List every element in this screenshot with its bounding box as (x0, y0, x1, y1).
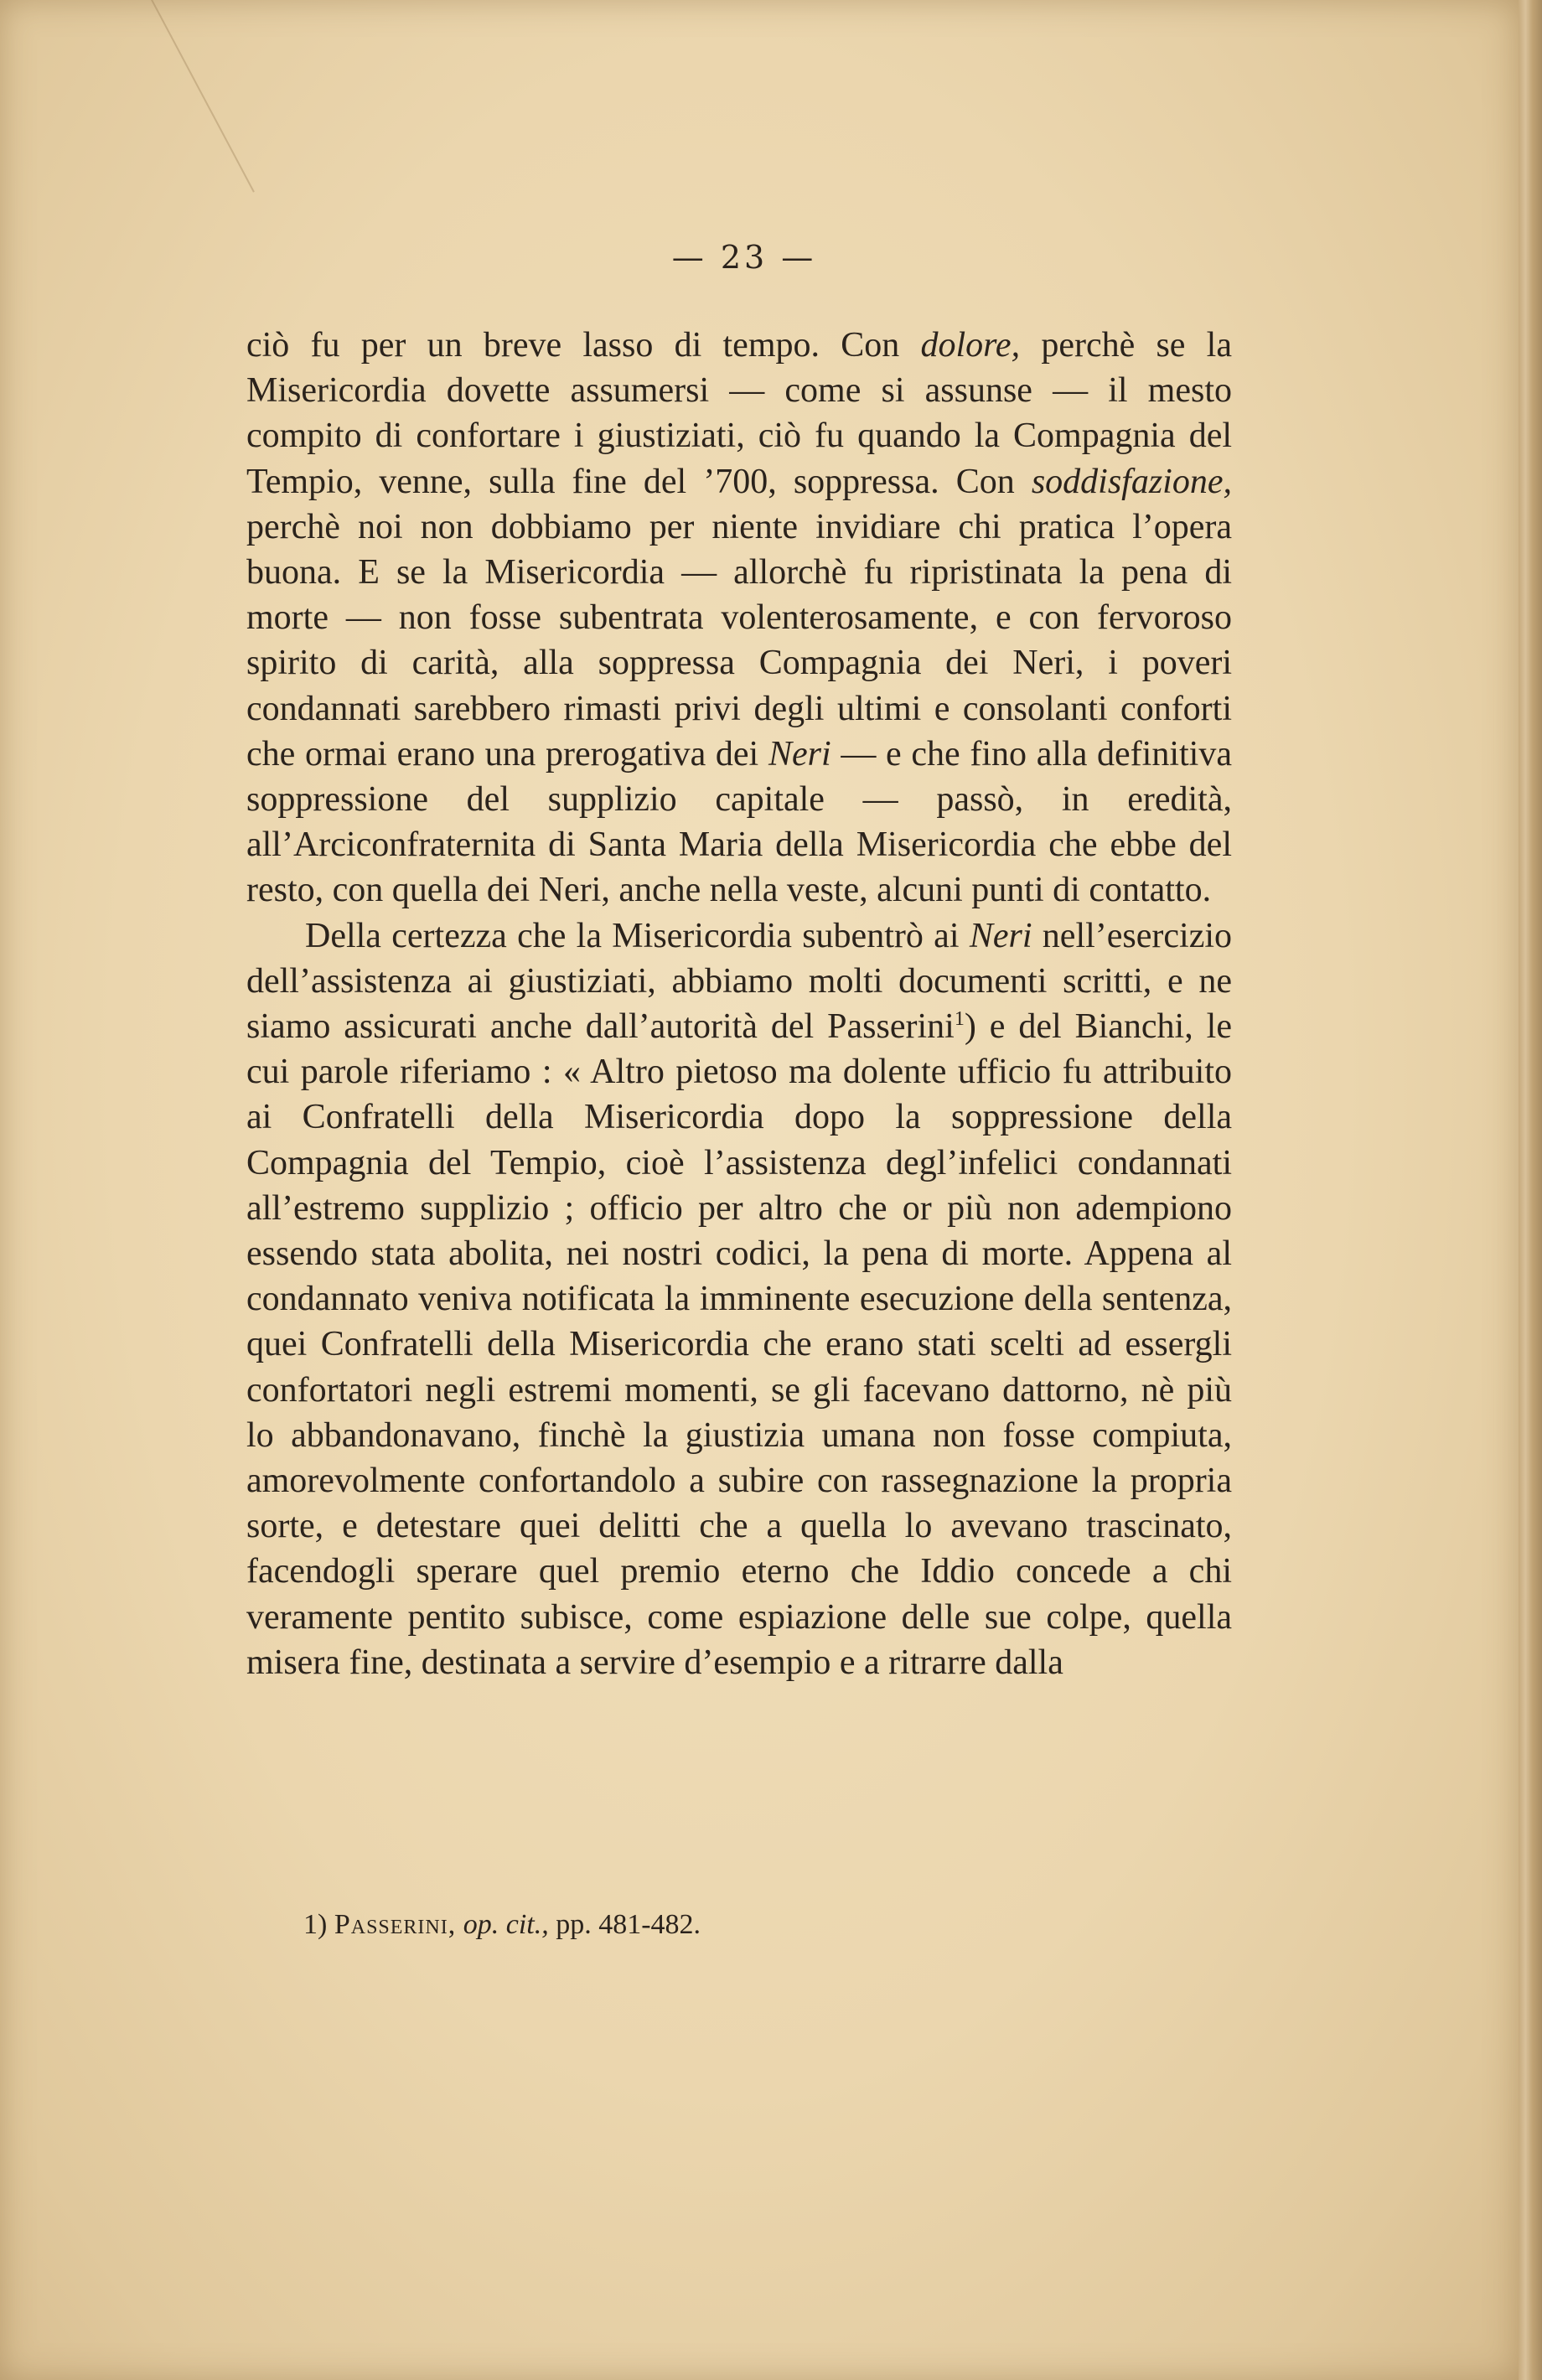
paragraph-2-text: Della certezza che la Misericordia subentrò ai (305, 916, 970, 955)
paragraph-2-text: ) e del Bianchi, le cui parole riferiamo : « Altro pietoso ma dolente ufficio fu attribuito ai Confratelli della Misericordia dopo la soppressione della Compagnia del Tempio, cioè l’assistenza degl’infelici condannati all’estremo supplizio ; officio per altro che or più non adempiono essendo stata abolita, nei nostri codici, la pena di morte. Appena al condannato veniva notificata la imminente esecuzione della sentenza, quei Confratelli della Misericordia che erano stati scelti ad essergli confortatori negli estremi momenti, se gli facevano dattorno, nè più lo abbandonavano, finchè la giustizia umana non fosse compiuta, amorevolmente confortandolo a subire con rassegnazione la propria sorte, e detestare quei delitti che a quella lo avevano trascinato, facendogli sperare quel premio eterno che Iddio concede a chi veramente pentito subisce, come espiazione delle sue colpe, quella misera fine, destinata a servire d’esempio e a ritrarre dalla (246, 1007, 1232, 1682)
footnote-citation: op. cit., (463, 1909, 549, 1940)
page-number: — 23 — (671, 239, 817, 276)
footnote (303, 1907, 1141, 1943)
footnote-marker: 1) (303, 1909, 328, 1940)
footnote-reference: 1 (954, 1008, 965, 1031)
italic-neri: Neri (768, 734, 831, 774)
paragraph-2 (246, 913, 1232, 1685)
paragraph-1-text: — e che fino alla definitiva soppressione del supplizio capitale — passò, in eredità, all’Arciconfraternita di Santa Maria della Misericordia che ebbe del resto, con quella dei Neri, anche nella veste, alcuni punti di contatto. (246, 734, 1232, 910)
paragraph-1-text: perchè se la Misericordia dovette assumersi — come si assunse — il mesto compito di confortare i giustiziati, ciò fu quando la Compagnia del Tempio, venne, sulla fine del ’700, soppressa. Con (246, 326, 1232, 501)
paper-crease (151, 0, 255, 193)
paragraph-1 (246, 323, 1232, 913)
footnote-pages: pp. 481-482. (556, 1909, 701, 1940)
body-text (246, 323, 1232, 1685)
italic-dolore: dolore, (920, 326, 1021, 365)
paragraph-1-text: perchè noi non dobbiamo per niente invidiare chi pratica l’opera buona. E se la Misericordia — allorchè fu ripristinata la pena di morte — non fosse subentrata volenterosamente, e con fervoroso spirito di carità, alla soppressa Compagnia dei Neri, i poveri condannati sarebbero rimasti privi degli ultimi e consolanti conforti che ormai erano una prerogativa dei (246, 507, 1232, 774)
footnote-author: Passerini, (334, 1909, 457, 1940)
italic-neri: Neri (969, 916, 1032, 955)
paragraph-2-text: nell’esercizio dell’assistenza ai giustiziati, abbiamo molti documenti scritti, e ne siamo assicurati anche dall’autorità del Passerini (246, 916, 1232, 1047)
italic-soddisfazione: soddisfazione, (1031, 462, 1232, 501)
paragraph-1-text: ciò fu per un breve lasso di tempo. Con (246, 326, 921, 365)
page-edge (1519, 0, 1542, 2380)
